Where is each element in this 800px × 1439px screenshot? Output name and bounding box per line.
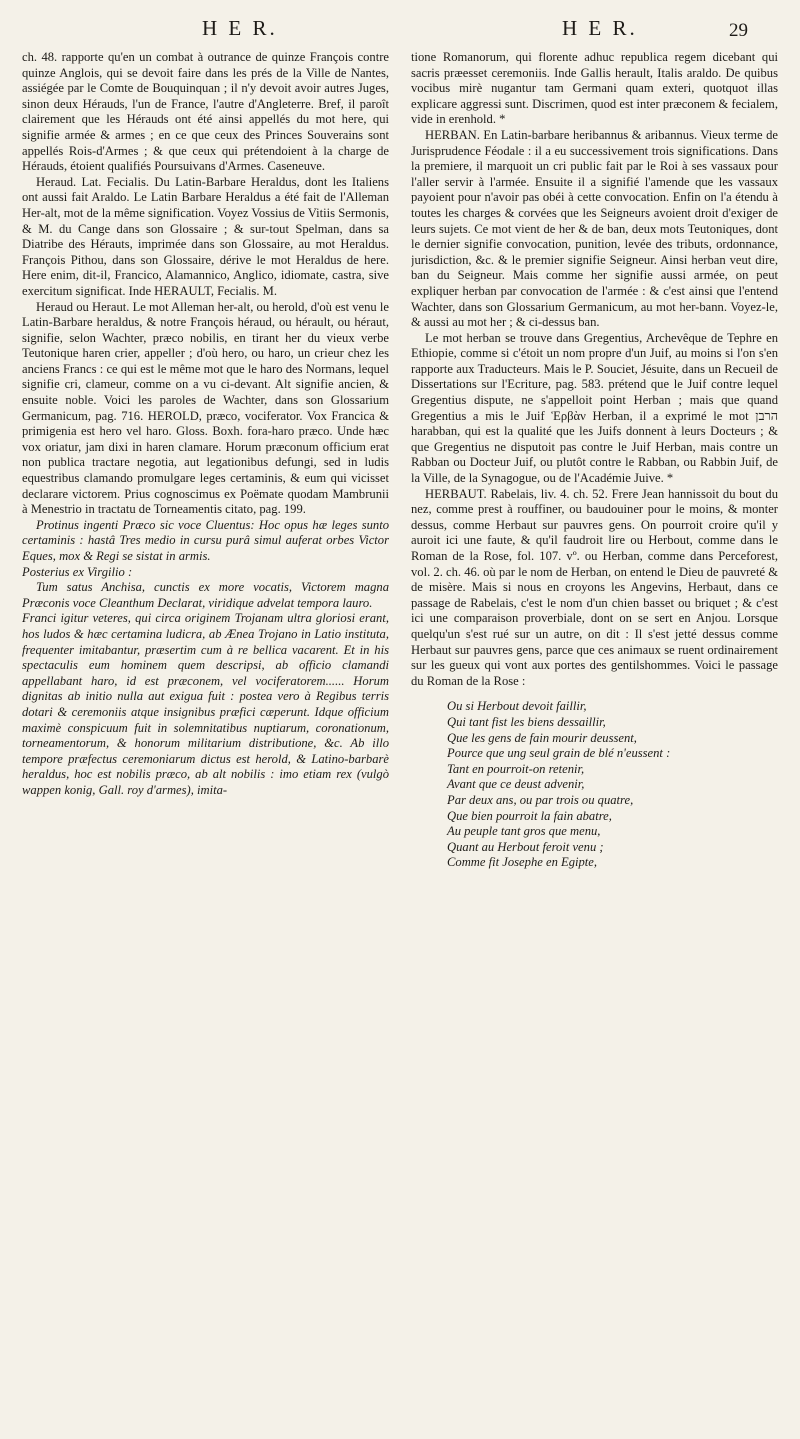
verse-line: Comme fit Josephe en Egipte,: [447, 855, 598, 870]
left-column: [22, 50, 389, 1431]
verse-block: [411, 699, 778, 871]
verse-line: Pource que ung seul grain de blé n'eussent :: [447, 746, 671, 761]
verse-line: Que bien pourroit la fain abatre,: [447, 808, 612, 823]
verse-line: Que les gens de fain mourir deussent,: [447, 730, 637, 745]
latin-verse-quote: Protinus ingenti Præco sic voce Cluentus: Hoc opus hæ leges sunto certaminis : hastâ Tres medio in cursu purâ simul auferat orbes Victor Eques, mox & Regi se sistat in armis.: [22, 517, 389, 563]
verse-line: Ou si Herbout devoit faillir,: [447, 699, 587, 714]
page-number: 29: [729, 20, 748, 41]
verse-line: Quant au Herbout feroit venu ;: [447, 839, 604, 854]
text-columns: [22, 50, 778, 1431]
running-head: [22, 10, 778, 50]
verse-line: Qui tant fist les biens dessaillir,: [447, 714, 606, 729]
entry-heraud-ou-heraut: Heraud ou Heraut. Le mot Alleman her-alt, ou herold, d'où est venu le Latin-Barbare heraldus, & notre François héraud, ou hérault, ou héraut, signifie, selon Wachter, præco nobilis, en tirant her du vieux verbe Teutonique haren crier, appeller ; d'où hero, ou haro, un crieur chez les anciens Francs : ce qui est le même mot que le haro des Normans, lequel signifie cri, clameur, comme on a vu ci-devant. Alt signifie ancien, & ensuite noble. Voici les paroles de Wachter, dans son Glossarium Germanicum, pag. 716. HEROLD, præco, vociferator. Vox Francica & primigenia est hero vel haro. Gloss. Boxh. fora-haro præco. Unde hæc vox oriatur, jam dixi in haren clamare. Horum præconum officium erat non publica tractare negotia, aut legationibus defungi, sed in ludis equestribus clamando promulgare leges certaminis, & eum qui vicisset declarare victorem. Prius cognoscimus ex Poëmate quodam Mambrunii à Menestrio in tractatu de Torneamentis citato, pag. 199.: [22, 299, 389, 517]
paragraph-franci: Franci igitur veteres, qui circa originem Trojanam ultra gloriosi erant, hos ludos & hæc certamina ludicra, ab Ænea Trojano in Latio instituta, frequenter imitabantur, præsertim cum à re bellica vacarent. Et in his spectaculis eum hominem quem descripsi, ab officio clamandi appellabant haro, id est præconem, vel vociferatorem...... Horum dignitas ab initio nulla aut exigua fuit : postea vero à Regibus terris dotari & ceremoniis atque insignibus præfici cæperunt. Idque officium maximè conspicuum fuit in solemnitatibus nuptiarum, coronationum, torneamentorum, & honorum militarium distributione, &c. Ab illo tempore præfectus ceremoniarum dictus est herold, & Latino-barbarè heraldus, hoc est nobilis præco, ab alt nobilis : imo etiam rex (vulgò wappen konig, Gall. roy d'armes), imita-: [22, 611, 389, 797]
running-head-left: H E R.: [202, 16, 278, 40]
paragraph-gregentius: Le mot herban se trouve dans Gregentius, Archevêque de Tephre en Ethiopie, comme si c'étoit un nom propre d'un Juif, au moins si l'on s'en rapporte aux Traducteurs. Mais le P. Souciet, Jésuite, dans un Recueil de Dissertations sur l'Ecriture, pag. 583. prétend que le Juif contre lequel Gregentius dispute, ne s'appelloit point Herban ; mais que quand Gregentius a mis le Juif Ἑρβὰν Herban, il a exprimé le mot הרבן harabban, qui est la qualité que les Juifs donnent à leurs Docteurs ; & que Gregentius ne disputoit pas contre le Juif Herban, mais contre un Rabban ou Docteur Juif, ou plutôt contre le Rabban, ou Rabbin Juif, de la Ville, de la Synagogue, ou de l'Académie Juive. *: [411, 330, 778, 486]
entry-herbaut: HERBAUT. Rabelais, liv. 4. ch. 52. Frere Jean hannissoit du bout du nez, comme prest à rouffiner, ou baudouiner pour le moins, & monter dessus, comme Herbaut sur pauvres gens. On pourroit croire qu'il y auroit ici une faute, & qu'il faudroit lire ou Herbout, comme dans le Roman de la Rose, fol. 107. vº. ou Herban, comme dans Perceforest, vol. 2. ch. 46. où par le nom de Herban, on entend le Dieu de pauvreté & de misère. Mais si nous en croyons les Angevins, Herbaut, dans ce passage de Rabelais, c'est le nom d'un chien basset ou briquet ; & c'est ici une comparaison proverbiale, dont on se sert en Anjou. Lorsque quelqu'un s'est rué sur un autre, on dit : Il s'est jetté dessus comme Herbaut sur pauvres gens, parce que ces animaux se ruent ordinairement sur les gueux qui vont aux portes des gentilshommes. Voici le passage du Roman de la Rose :: [411, 486, 778, 688]
paragraph-continuation: tione Romanorum, qui florente adhuc republica regem dicebant qui sacris præesset ceremoniis. Inde Gallis herault, Italis araldo. De quibus vocibus mirè nugantur tam Germani quam exteri, quotquot illas explicare aggressi sunt. Discrimen, quod est inter præconem & fecialem, vide in erenhold. *: [411, 50, 778, 127]
right-column: [411, 50, 778, 1431]
verse-line: Au peuple tant gros que menu,: [447, 824, 601, 839]
paragraph: ch. 48. rapporte qu'en un combat à outrance de quinze François contre quinze Anglois, qui se devoit faire dans les prés de la Ville de Nantes, assiégée par le Comte de Bouquinquan ; il n'y devoit avoir autres Juges, sinon deux Hérauds, l'un de France, l'autre d'Angleterre. Bref, il paroît clairement que les Hérauds ont été ainsi appellés du mot here, qui signifie armée & armes ; en ce que ceux des Princes Souverains sont appellés Rois-d'Armes ; & que ceux qui prétendoient à la charge de Hérauds, étoient qualifiés Poursuivans d'Armes. Caseneuve.: [22, 50, 389, 174]
entry-heraud-lat: Heraud. Lat. Fecialis. Du Latin-Barbare Heraldus, dont les Italiens ont aussi fait Araldo. Le Latin Barbare Heraldus a été fait de l'Alleman Her-alt, mot de la même signification. Voyez Vossius de Vitiis Sermonis, & M. du Cange dans son Glossaire ; & sur-tout Spelman, dans sa Diatribe des Hérauts, imprimée dans son Glossaire, au mot Heraldus. François Pithou, dans son Glossaire, dérive le mot Heraldus de here. Here enim, dit-il, Francico, Alamannico, Anglico, idiomate, castra, sive exercitum significat. Inde HERAULT, Fecialis. M.: [22, 174, 389, 298]
verse-line: Par deux ans, ou par trois ou quatre,: [447, 792, 634, 807]
quote-intro: Posterius ex Virgilio :: [22, 564, 133, 579]
verse-line: Tant en pourroit-on retenir,: [447, 761, 585, 776]
running-head-right: H E R.: [562, 16, 638, 40]
virgil-quote: Tum satus Anchisa, cunctis ex more vocatis, Victorem magna Præconis voce Cleanthum Declarat, viridique advelat tempora lauro.: [22, 580, 389, 610]
verse-line: Avant que ce deust advenir,: [447, 777, 585, 792]
entry-herban: HERBAN. En Latin-barbare heribannus & aribannus. Vieux terme de Jurisprudence Féodale : il a eu successivement trois significations. Dans la premiere, il marquoit un cri public fait par le Roi à ses vassaux pour l'aller servir à l'armée. Ensuite il a signifié l'amende que les vassaux payoient pour n'avoir pas obéi à cette convocation. Enfin on l'a étendu à toutes les charges & corvées que les Seigneurs avoient droit d'exiger de leurs sujets. Ce mot vient de her & de ban, deux mots Teutoniques, dont le dernier signifie convocation, punition, levée des tributs, ordonnance, jurisdiction, &c. & le premier signifie Seigneur. Ainsi herban veut dire, ban du Seigneur. Mais comme her signifie aussi armée, on peut expliquer herban par convocation de l'armée : & c'est ainsi que l'entend Wachter, dans son Glossarium Germanicum, au mot her-bann. Voyez-le, & aussi au mot her ; & ci-dessus ban.: [411, 127, 778, 330]
